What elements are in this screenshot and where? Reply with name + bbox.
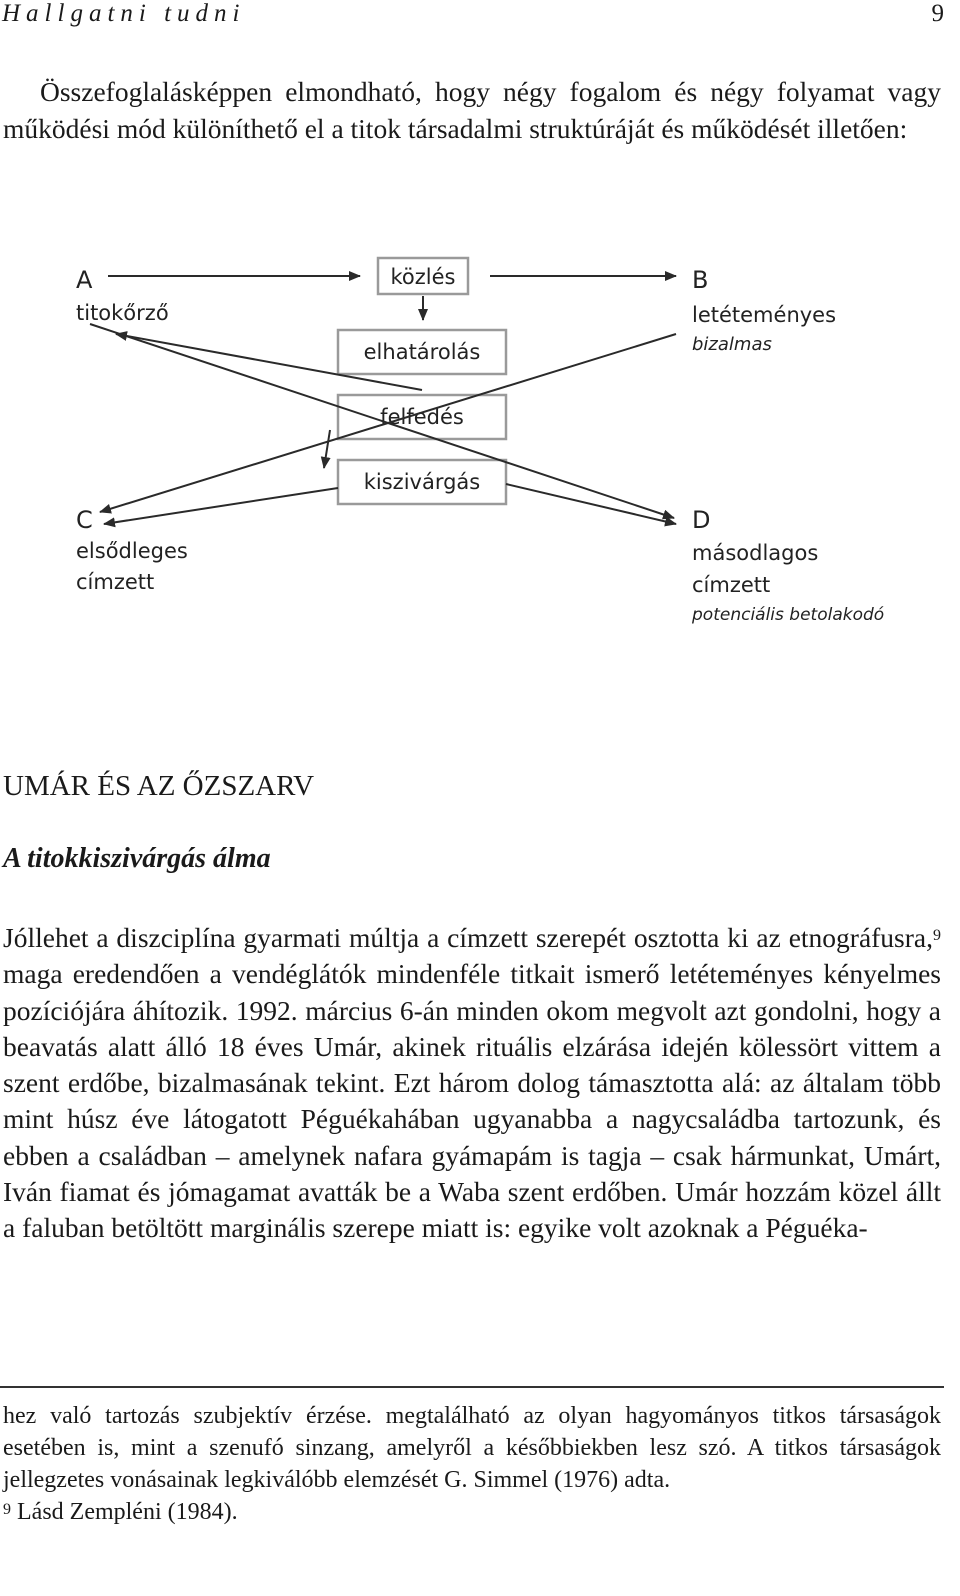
node-c-role-line2: címzett — [76, 570, 155, 594]
footnotes — [3, 1400, 941, 1528]
intro-paragraph: Összefoglalásképpen elmondható, hogy négy fogalom és négy folyamat vagy működési mód különíthető el a titok társadalmi struktúráját és működését illetően: — [3, 76, 941, 144]
body-text-part2: maga eredendően a vendéglátók mindenféle titkait ismerő letéteményes kényelmes pozíciójára áhítozik. 1992. március 6-án minden okom megvolt azt gondolni, hogy a beavatás alatt álló 18 éves Umár, akinek rituális elzárása idején kölessört vittem a szent erdőbe, bizalmasának tekint. Ezt három dolog támasztotta alá: az általam több mint húsz éve látogatott Péguékahában ugyanabba a nagycsaládba tartozunk, és ebben a családban – amelynek nafara gyámapám is tagja – csak hármunkat, Umárt, Iván fiamat és jómagamat avatták be a Waba szent erdőben. Umár hozzám közel állt a faluban betöltött marginális szerepe miatt is: egyike volt azoknak a Péguéka- — [3, 958, 941, 1244]
process-box-elhatarolas — [338, 330, 506, 374]
node-c-role-line1: elsődleges — [76, 539, 188, 563]
footnote-9-text: Lásd Zempléni (1984). — [11, 1499, 238, 1525]
process-label-kozles: közlés — [390, 265, 456, 289]
section-subtitle: A titokkiszivárgás álma — [3, 843, 271, 874]
secret-structure-diagram — [0, 240, 944, 640]
process-label-kiszivargas: kiszivárgás — [363, 470, 481, 494]
node-c-letter: C — [76, 506, 93, 534]
node-b-role: letéteményes — [692, 303, 837, 327]
node-d-note: potenciális betolakodó — [692, 605, 885, 625]
process-label-elhatarolas: elhatárolás — [363, 340, 481, 364]
body-paragraph — [3, 920, 941, 1247]
node-a-role: titokőrző — [76, 301, 169, 325]
arrow-kiszivargas-to-c — [104, 488, 338, 524]
process-box-felfedes — [338, 395, 506, 439]
footnote-9 — [3, 1496, 941, 1528]
node-b-letter: B — [692, 266, 709, 294]
process-box-kiszivargas — [338, 460, 506, 504]
node-a-letter: A — [76, 266, 93, 294]
node-b-note: bizalmas — [692, 334, 772, 355]
body-text-part1: Jóllehet a diszciplína gyarmati múltja a címzett szerepét osztotta ki az etnográfusra, — [3, 922, 933, 953]
footnote-divider — [0, 1386, 944, 1388]
footnote-ref-9[interactable]: 9 — [933, 927, 941, 944]
footnote-number: 9 — [3, 1501, 11, 1518]
page-header — [0, 0, 944, 30]
page-number: 9 — [931, 0, 944, 27]
process-label-felfedes: felfedés — [380, 405, 464, 429]
process-box-kozles — [378, 258, 468, 294]
footnote-continued: hez való tartozás szubjektív érzése. megtalálható az olyan hagyományos titkos társaságok esetében is, mint a szenufó sinzang, amelyről a későbbiekben lesz szó. A titkos társaságok jellegzetes vonásainak legkiválóbb elemzését G. Simmel (1976) adta. — [3, 1403, 941, 1493]
running-head: Hallgatni tudni — [2, 0, 246, 27]
node-d-role-line1: másodlagos — [692, 541, 819, 565]
section-title: UMÁR ÉS AZ ŐZSZARV — [3, 770, 315, 802]
node-d-letter: D — [692, 506, 711, 534]
node-d-role-line2: címzett — [692, 573, 771, 597]
arrow-felfedes-to-kiszivargas — [324, 430, 330, 468]
